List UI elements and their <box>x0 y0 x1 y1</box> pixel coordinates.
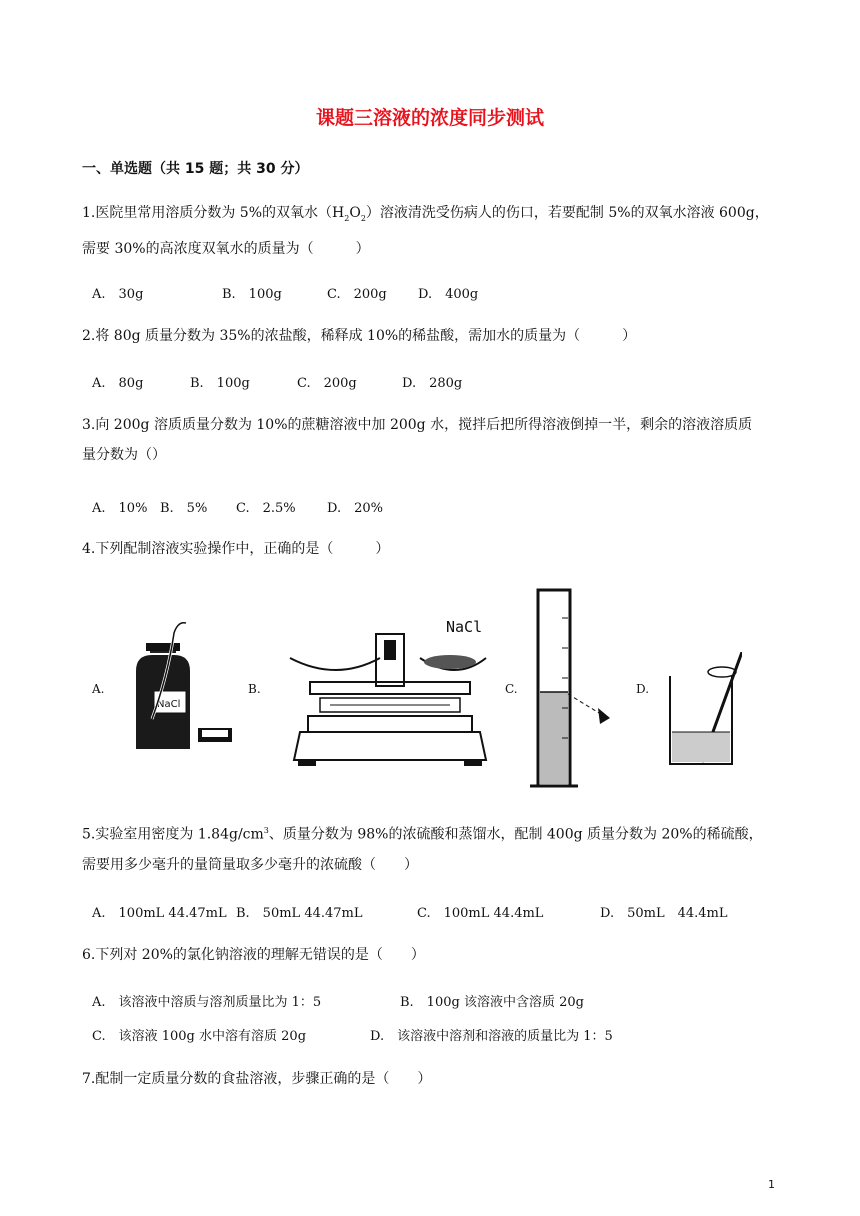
figure-c-graduated-cylinder <box>528 588 618 798</box>
q4-option-c-label[interactable]: C. <box>505 682 518 696</box>
question-1-sub-1: 2 <box>344 213 350 223</box>
question-3 <box>82 410 787 470</box>
q5-option-c[interactable]: C. 100mL 44.4mL <box>417 906 544 921</box>
document-title: 课题三溶液的浓度同步测试 <box>315 107 544 129</box>
question-1-text-o: O <box>349 205 361 221</box>
section-heading: 一、单选题（共 15 题；共 30 分） <box>82 161 309 177</box>
figure-a-reagent-bottle <box>128 615 240 755</box>
q1-option-d[interactable]: D. 400g <box>418 287 479 302</box>
q4-option-a-label[interactable]: A. <box>92 682 105 696</box>
question-7: 7.配制一定质量分数的食盐溶液，步骤正确的是（ ） <box>82 1071 432 1087</box>
question-6: 6.下列对 20%的氯化钠溶液的理解无错误的是（ ） <box>82 947 425 963</box>
question-5 <box>82 816 792 880</box>
question-1 <box>82 198 782 264</box>
question-5-text-a: 5.实验室用密度为 1.84g/cm <box>82 826 264 843</box>
question-1-sub-2: 2 <box>360 213 366 223</box>
q3-option-c[interactable]: C. 2.5% <box>236 501 296 516</box>
question-3-line1: 3.向 200g 溶质质量分数为 10%的蔗糖溶液中加 200g 水，搅拌后把所得溶液倒掉一半，剩余的溶液溶质质 <box>82 417 753 433</box>
question-3-line2: 量分数为（） <box>82 447 166 463</box>
q5-option-a[interactable]: A. 100mL 44.47mL <box>92 906 227 921</box>
q3-option-b[interactable]: B. 5% <box>160 501 208 516</box>
question-5-text-b: 、质量分数为 98%的浓硫酸和蒸馏水，配制 400g 质量分数为 20%的稀硫酸， <box>268 826 763 843</box>
q1-option-a[interactable]: A. 30g <box>92 287 144 302</box>
q6-option-c[interactable]: C. 该溶液 100g 水中溶有溶质 20g <box>92 1029 307 1044</box>
question-4: 4.下列配制溶液实验操作中，正确的是（ ） <box>82 541 390 557</box>
q5-option-d[interactable]: D. 50mL 44.4mL <box>600 906 728 921</box>
question-1-text-a: 1.医院里常用溶质分数为 5%的双氧水（H <box>82 205 345 221</box>
figure-d-beaker <box>662 652 742 767</box>
figure-a-bottle-label: NaCl <box>157 699 181 710</box>
q2-option-a[interactable]: A. 80g <box>92 376 144 391</box>
q2-option-c[interactable]: C. 200g <box>297 376 357 391</box>
q2-option-d[interactable]: D. 280g <box>402 376 463 391</box>
question-1-text-b: ）溶液清洗受伤病人的伤口，若要配制 5%的双氧水溶液 600g， <box>365 205 769 221</box>
page-number: 1 <box>768 1178 775 1191</box>
q6-option-b[interactable]: B. 100g 该溶液中含溶质 20g <box>400 995 584 1010</box>
q3-option-d[interactable]: D. 20% <box>327 501 383 516</box>
question-5-line2: 需要用多少毫升的量筒量取多少毫升的浓硫酸（ ） <box>82 856 418 873</box>
question-5-sup: 3 <box>263 826 269 835</box>
q3-option-a[interactable]: A. 10% <box>92 501 148 516</box>
q6-option-a[interactable]: A. 该溶液中溶质与溶剂质量比为 1：5 <box>92 995 322 1010</box>
q6-option-d[interactable]: D. 该溶液中溶剂和溶液的质量比为 1：5 <box>370 1029 613 1044</box>
question-2: 2.将 80g 质量分数为 35%的浓盐酸，稀释成 10%的稀盐酸，需加水的质量为（ ） <box>82 328 637 344</box>
q1-option-c[interactable]: C. 200g <box>327 287 387 302</box>
question-1-text-line2: 需要 30%的高浓度双氧水的质量为（ ） <box>82 240 370 257</box>
figure-b-nacl-label: NaCl <box>446 618 483 636</box>
q4-option-b-label[interactable]: B. <box>248 682 261 696</box>
q5-option-b[interactable]: B. 50mL 44.47mL <box>236 906 363 921</box>
figure-b-balance <box>280 612 490 772</box>
q1-option-b[interactable]: B. 100g <box>222 287 282 302</box>
q2-option-b[interactable]: B. 100g <box>190 376 250 391</box>
q4-option-d-label[interactable]: D. <box>636 682 650 696</box>
